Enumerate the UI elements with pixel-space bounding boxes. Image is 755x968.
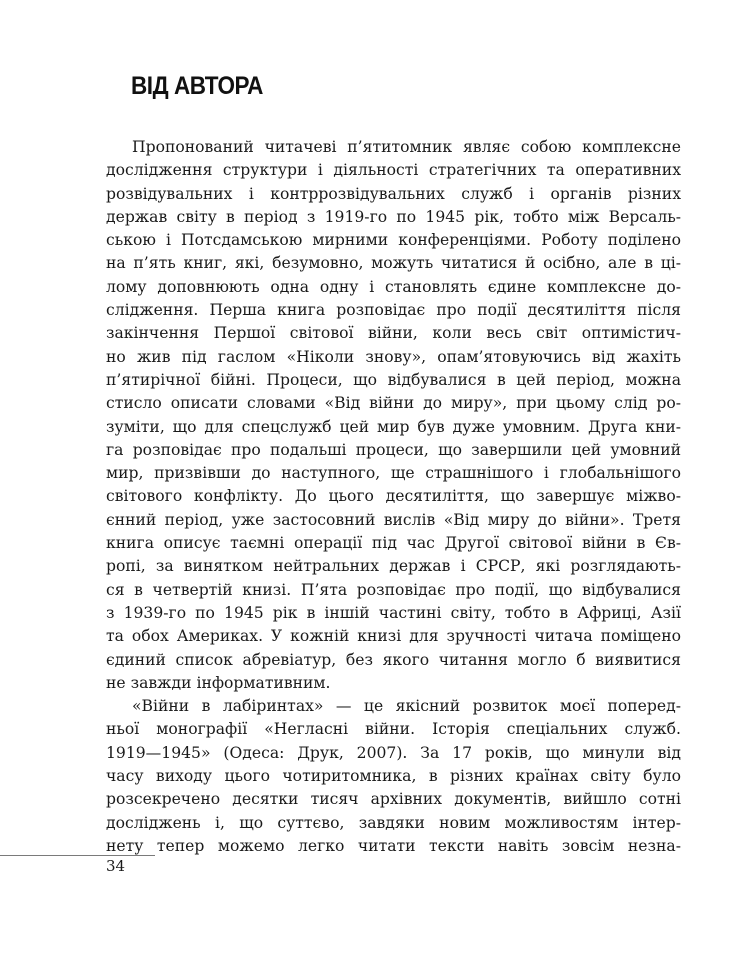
text-line: стисло описати словами «Від війни до миру», при цьому слід ро- xyxy=(106,394,681,413)
text-line: розсекречено десятки тисяч архівних документів, вийшло сотні xyxy=(106,790,681,809)
text-line: ською і Потсдамською мирними конференціями. Роботу поділено xyxy=(106,231,681,250)
page-title: ВІД АВТОРА xyxy=(131,72,263,100)
text-line: ропі, за винятком нейтральних держав і СРСР, які розглядають- xyxy=(106,557,681,576)
text-line: мир, призвівши до наступного, ще страшнішого і глобальнішого xyxy=(106,464,681,483)
text-line: дослідження структури і діяльності стратегічних та оперативних xyxy=(106,161,681,180)
text-line: часу виходу цього чотиритомника, в різних країнах світу було xyxy=(106,767,681,786)
text-line: та обох Америках. У кожній книзі для зручності читача поміщено xyxy=(106,627,681,646)
text-line: на п’ять книг, які, безумовно, можуть читатися й осібно, але в ці- xyxy=(106,254,681,273)
text-line: п’ятирічної бійні. Процеси, що відбувалися в цей період, можна xyxy=(106,370,681,389)
paragraph xyxy=(106,695,681,858)
text-line: «Війни в лабіринтах» — це якісний розвиток моєї поперед- xyxy=(132,697,681,716)
text-line: єнний період, уже застосовний вислів «Від миру до війни». Третя xyxy=(106,510,681,529)
text-line: книга описує таємні операції під час Другої світової війни в Єв- xyxy=(106,534,681,553)
text-line: держав світу в період з 1919-го по 1945 рік, тобто між Версаль- xyxy=(106,207,681,226)
text-line: ньої монографії «Негласні війни. Історія спеціальних служб. xyxy=(106,720,681,739)
text-line: ся в четвертій книзі. П’ята розповідає про події, що відбувалися xyxy=(106,580,681,599)
page-number: 34 xyxy=(106,857,126,875)
paragraph xyxy=(106,136,681,695)
text-line: но жив під гаслом «Ніколи знову», опам’ятовуючись від жахіть xyxy=(106,347,681,366)
text-line: Пропонований читачеві п’ятитомник являє собою комплексне xyxy=(132,138,681,156)
text-line: нету тепер можемо легко читати тексти навіть зовсім незна- xyxy=(106,836,681,855)
text-line: світового конфлікту. До цього десятиліття, що завершує міжво- xyxy=(106,487,681,506)
text-line: єдиний список абревіатур, без якого читання могло б виявитися xyxy=(106,650,681,669)
text-line: слідження. Перша книга розповідає про події десятиліття після xyxy=(106,301,681,320)
text-line: не завжди інформативним. xyxy=(106,673,331,692)
body-text xyxy=(106,136,681,858)
text-line: розвідувальних і контррозвідувальних служб і органів різних xyxy=(106,184,681,203)
text-line: 1919—1945» (Одеса: Друк, 2007). За 17 років, що минули від xyxy=(106,743,681,762)
text-line: з 1939-го по 1945 рік в іншій частині світу, тобто в Африці, Азії xyxy=(106,603,681,622)
text-line: досліджень і, що суттєво, завдяки новим можливостям інтер- xyxy=(106,813,681,832)
text-line: лому доповнюють одна одну і становлять єдине комплексне до- xyxy=(106,277,681,296)
footer-divider xyxy=(0,855,155,856)
text-line: га розповідає про подальші процеси, що завершили цей умовний xyxy=(106,440,681,459)
text-line: закінчення Першої світової війни, коли весь світ оптимістич- xyxy=(106,324,681,343)
text-line: зуміти, що для спецслужб цей мир був дуже умовним. Друга кни- xyxy=(106,417,681,436)
